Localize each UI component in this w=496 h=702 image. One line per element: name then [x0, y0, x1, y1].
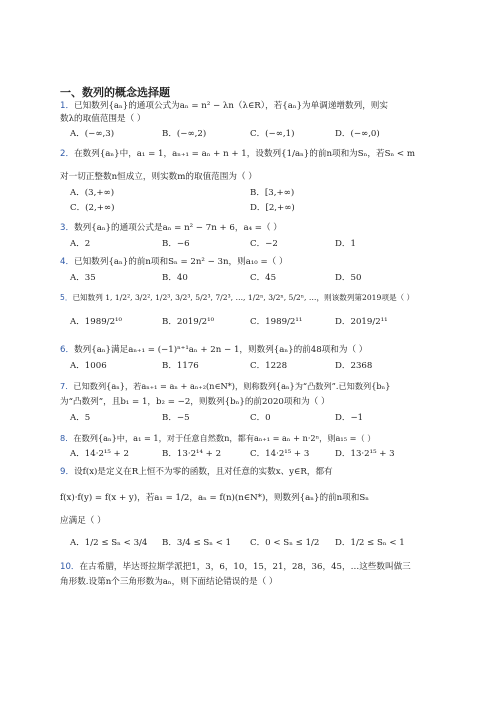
option-b: B．13·2¹⁴ + 2	[162, 449, 222, 459]
option-b: B．−6	[162, 239, 190, 249]
question-text: 在古希腊，毕达哥拉斯学派把1，3，6，10，15，21，28，36，45，…这些数叫做三	[79, 562, 411, 572]
option-c: C．1228	[250, 361, 288, 371]
option-b: B．(−∞,2)	[162, 129, 207, 139]
option-b: B．[3,+∞)	[250, 188, 295, 198]
question-text: 已知数列{aₙ}的通项公式为aₙ = n² − λn（λ∈R），若{aₙ}为单调递增数列，则实	[74, 101, 388, 111]
question-number: 5．	[60, 293, 73, 302]
option-d: D．(−∞,0)	[335, 129, 380, 139]
option-a: A．35	[70, 273, 96, 283]
option-d: D．[2,+∞)	[250, 203, 295, 213]
option-b: B．−5	[162, 413, 190, 423]
option-a: A．(3,+∞)	[70, 188, 115, 198]
section-title: 一、数列的概念选择题	[60, 86, 170, 99]
option-c: C．14·2¹⁵ + 3	[250, 449, 310, 459]
question-text-cont: 应满足（ ）	[60, 516, 106, 526]
question-text-cont: 为“凸数列”，且b₁ = 1，b₂ = −2，则数列{bₙ}的前2020项和为（ ）	[60, 397, 330, 407]
question-7	[60, 380, 390, 392]
question-text: 数列{aₙ}的通项公式是aₙ = n² − 7n + 6，a₄ =（ ）	[74, 223, 282, 233]
question-text: 在数列{aₙ}中，a₁ = 1，对于任意自然数n，都有aₙ₊₁ = aₙ + n·2ⁿ，则a₁₅ =（ ）	[73, 433, 376, 443]
option-a: A．5	[70, 413, 91, 423]
option-b: B．40	[162, 273, 188, 283]
option-c: C．−2	[250, 239, 278, 249]
question-9	[60, 466, 333, 478]
option-c: C．0	[250, 413, 271, 423]
option-d: D．2019/2¹¹	[335, 317, 388, 327]
question-number: 6．	[60, 345, 75, 355]
question-text: 数列{aₙ}满足aₙ₊₁ = (−1)ⁿ⁺¹aₙ + 2n − 1，则数列{aₙ}的前48项和为（ ）	[74, 345, 368, 355]
question-number: 4．	[60, 257, 75, 267]
question-number: 2．	[60, 149, 75, 159]
option-a: A．14·2¹⁵ + 2	[70, 449, 129, 459]
option-d: D．50	[335, 273, 362, 283]
option-c: C．0 < Sₙ ≤ 1/2	[250, 538, 320, 548]
option-b: B．1176	[162, 361, 199, 371]
question-10	[60, 561, 411, 573]
option-a: A．1/2 ≤ Sₙ < 3/4	[70, 538, 148, 548]
question-text: 已知数列{aₙ}，若aₙ₊₁ = aₙ + aₙ₊₂(n∈N*)，则称数列{aₙ}为“凸数列”.已知数列{bₙ}	[73, 381, 391, 391]
question-text-cont: 数λ的取值范围是（ ）	[60, 114, 146, 124]
option-d: D．1/2 ≤ Sₙ < 1	[335, 538, 405, 548]
option-c: C．(2,+∞)	[70, 203, 115, 213]
question-5	[60, 292, 414, 304]
question-8	[60, 432, 375, 444]
option-a: A．(−∞,3)	[70, 129, 115, 139]
question-6	[60, 344, 367, 356]
question-number: 8．	[60, 433, 74, 443]
question-1	[60, 100, 388, 112]
option-d: D．−1	[335, 413, 364, 423]
option-b: B．2019/2¹⁰	[162, 317, 215, 327]
question-number: 9．	[60, 467, 75, 477]
question-text-cont: 对一切正整数n恒成立，则实数m的取值范围为（ ）	[60, 172, 257, 182]
question-text: 已知数列{aₙ}的前n项和Sₙ = 2n² − 3n，则a₁₀ =（ ）	[74, 257, 288, 267]
option-d: D．1	[335, 239, 356, 249]
question-number: 1．	[60, 101, 75, 111]
question-4	[60, 256, 288, 268]
option-a: A．2	[70, 239, 91, 249]
question-text-cont: 角形数.设第n个三角形数为aₙ，则下面结论错误的是（ ）	[60, 577, 278, 587]
option-d: D．2368	[335, 361, 373, 371]
question-2	[60, 148, 415, 160]
option-c: C．1989/2¹¹	[250, 317, 303, 327]
question-text: 已知数列 1, 1/2², 3/2², 1/2³, 3/2³, 5/2³, 7/2³, …, 1/2ⁿ, 3/2ⁿ, 5/2ⁿ, …，则该数列第2019项是（ ）	[72, 293, 415, 302]
option-c: C．(−∞,1)	[250, 129, 295, 139]
question-number: 3．	[60, 223, 75, 233]
question-3	[60, 222, 282, 234]
option-c: C．45	[250, 273, 277, 283]
question-text: 设f(x)是定义在R上恒不为零的函数，且对任意的实数x、y∈R，都有	[74, 467, 333, 477]
option-b: B．3/4 ≤ Sₙ < 1	[162, 538, 232, 548]
option-d: D．13·2¹⁵ + 3	[335, 449, 395, 459]
question-number: 7．	[60, 381, 74, 391]
question-number: 10．	[60, 562, 80, 572]
option-a: A．1006	[70, 361, 107, 371]
question-text: 在数列{aₙ}中，a₁ = 1，aₙ₊₁ = aₙ + n + 1，设数列{1/aₙ}的前n项和为Sₙ，若Sₙ < m	[74, 149, 415, 159]
question-text-cont: f(x)·f(y) = f(x + y)，若a₁ = 1/2，aₙ = f(n)(n∈N*)，则数列{aₙ}的前n项和Sₙ	[60, 493, 369, 503]
option-a: A．1989/2¹⁰	[70, 317, 122, 327]
